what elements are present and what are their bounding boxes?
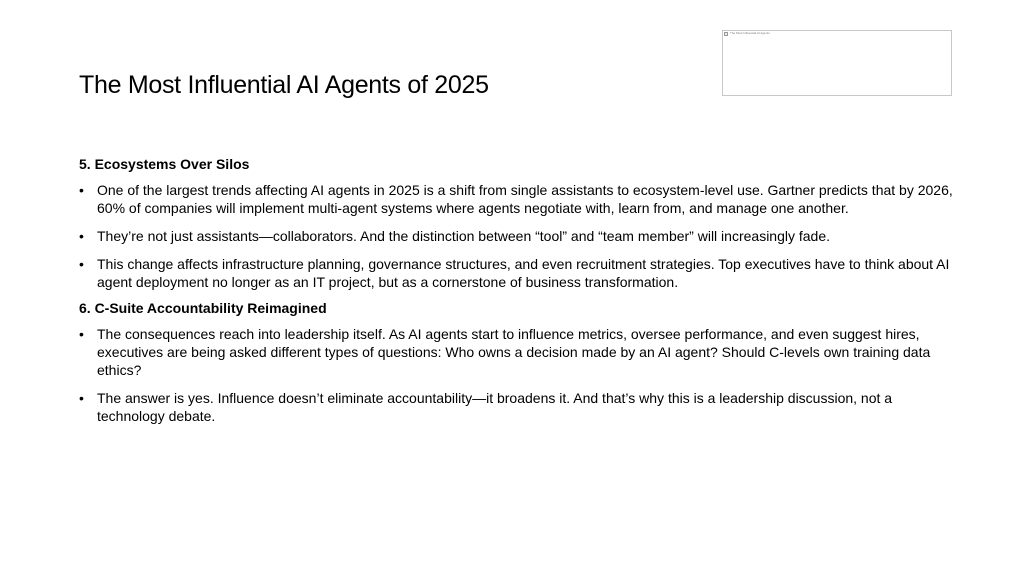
bullet-item — [79, 227, 959, 245]
bullet-text: The consequences reach into leadership itself. As AI agents start to influence metrics, oversee performance, and even suggest hires, executives are being asked different types of questions: Who owns a decision made by an AI agent? Should C-levels own training data ethics? — [97, 326, 931, 378]
bullet-text: One of the largest trends affecting AI agents in 2025 is a shift from single assistants to ecosystem-level use. Gartner predicts that by 2026, 60% of companies will implement multi-agent systems where agents negotiate with, learn from, and manage one another. — [97, 182, 953, 216]
bullet-text: This change affects infrastructure planning, governance structures, and even recruitment strategies. Top executives have to think about AI agent deployment no longer as an IT project, but as a cornerstone of business transformation. — [97, 256, 950, 290]
bullet-dot: • — [79, 256, 84, 272]
bullet-dot: • — [79, 182, 84, 198]
broken-image-icon — [724, 32, 728, 36]
slide-content — [79, 155, 959, 433]
slide-title: The Most Influential AI Agents of 2025 — [79, 71, 489, 99]
bullet-dot: • — [79, 326, 84, 342]
bullet-item — [79, 389, 959, 425]
image-placeholder — [722, 30, 952, 96]
bullet-dot: • — [79, 228, 84, 244]
section-heading-ecosystems: 5. Ecosystems Over Silos — [79, 156, 250, 172]
bullet-item — [79, 255, 959, 291]
bullet-text: The answer is yes. Influence doesn’t eliminate accountability—it broadens it. And that’s why this is a leadership discussion, not a technology debate. — [97, 390, 893, 424]
bullet-item — [79, 325, 959, 379]
bullet-item — [79, 181, 959, 217]
bullet-list-ecosystems — [79, 181, 959, 291]
bullet-list-csuite — [79, 325, 959, 425]
bullet-dot: • — [79, 390, 84, 406]
bullet-text: They’re not just assistants—collaborators. And the distinction between “tool” and “team member” will increasingly fade. — [97, 228, 831, 244]
image-alt-text: The Most Influential AI Agents — [730, 31, 770, 35]
section-heading-csuite: 6. C-Suite Accountability Reimagined — [79, 300, 327, 316]
